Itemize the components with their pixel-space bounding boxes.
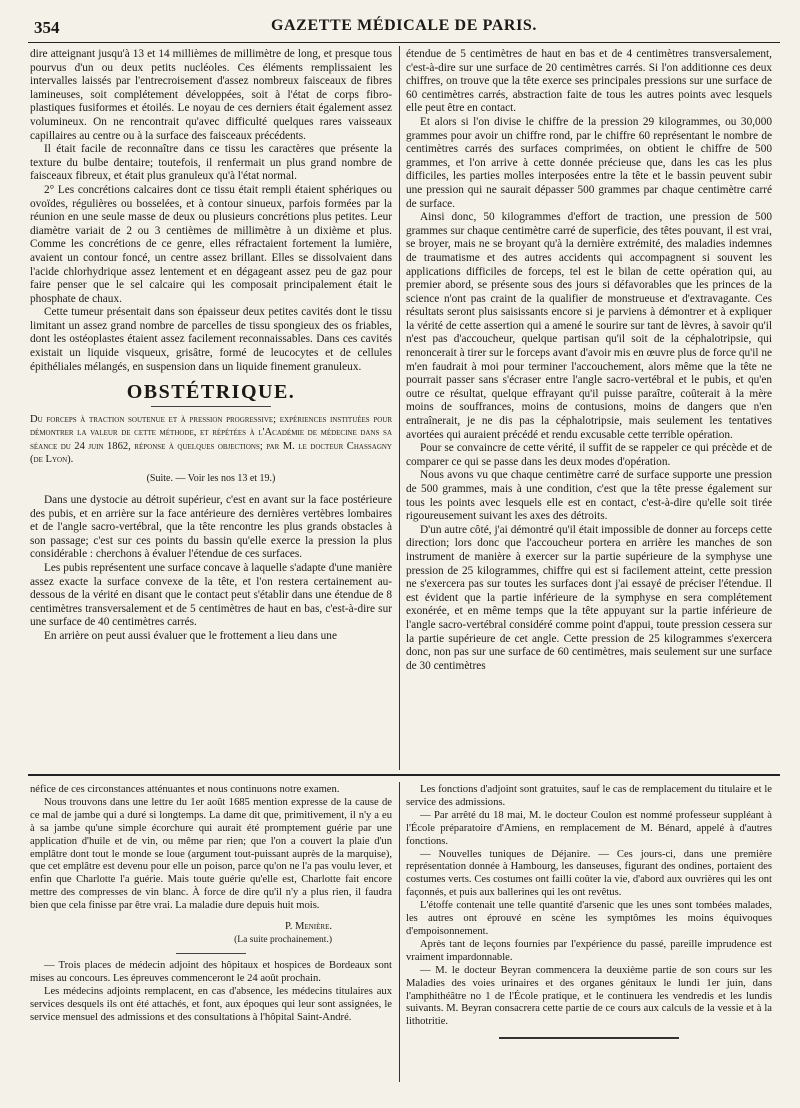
right-column-top <box>406 48 772 766</box>
paragraph: Ainsi donc, 50 kilogrammes d'effort de traction, une pression de 500 grammes sur chaque centimètre carré de superficie, des têtes pouvant, il est vrai, se broyer, mais ne se broyant qu'à la dernière extrémité, des maladies indemnes de traumatisme et des autres accidents qui accompagnent si souvent les applications difficiles de forceps, tel est le bilan de cette opération qui, au premier abord, se présente sous des jours si défavorables que les princes de la science n'ont pas craint de la qualifier de monstrueuse et d'extravagante. Ces résultats seront plus saisissants encore si je parviens à démontrer et à expliquer la vérité de cette assertion qui a amené le sourire sur tant de lèvres, à savoir qu'il n'est pas d'accoucheur, quelque partisan qu'il soit de la céphalotripsie, qui renoncerait à tirer sur le forceps avant d'avoir mis en œuvre plus de force qu'il ne m'en faudrait à moi pour terminer l'accouchement, alors même que la tête ne pourrait passer sans s'écraser entre l'angle sacro-vertébral et le pubis, et qu'en outre ce résultat, quelque effrayant qu'il puisse paraître, coûterait à la mère moins de souffrances, moins de contusions, moins de dangers que n'en entraînerait, je ne dis pas la céphalotripsie, mais seulement les tentatives avortées qui auraient précédé et rendu excusable cette terrible opération. <box>406 211 772 441</box>
paragraph: Et alors si l'on divise le chiffre de la pression 29 kilogrammes, ou 30,000 grammes pour avoir un chiffre rond, par le chiffre 60 représentant le nombre de centimètres carrés des surfaces comprimées, on obtient le chiffre de 500 grammes, et l'on arrive à cette donnée précieuse que, dans les cas les plus difficiles, les parties molles interposées entre la tête et le bassin peuvent subir une pression qui ne saurait dépasser 500 grammes par chaque centimètre carré de surface. <box>406 115 772 210</box>
section-title: OBSTÉTRIQUE. <box>126 381 296 404</box>
author-signature: P. Menière. <box>285 921 332 933</box>
paragraph: — Nouvelles tuniques de Déjanire. — Ces jours-ci, dans une première représentation donnée à Hambourg, les danseuses, figurant des ondines, portaient des costumes verts. Ces costumes ont failli coûter la vie, d'abord aux ouvrières qui les ont façonnés, et puis aux ballerines qui les ont revêtus. <box>406 848 772 899</box>
paragraph: En arrière on peut aussi évaluer que le frottement a lieu dans une <box>44 630 337 642</box>
paragraph: — M. le docteur Beyran commencera la deuxième partie de son cours sur les Maladies des voies urinaires et des organes génitaux le lundi 1er juin, dans l'amphithéâtre no 1 de l'École pratique, et le continuera les vendredis et les lundis suivants. M. Beyran consacrera cette partie de ce cours aux calculs de la vessie et à la lithotritie. <box>406 964 772 1028</box>
paragraph: néfice de ces circonstances atténuantes et nous continuons notre examen. <box>30 784 340 795</box>
paragraph: étendue de 5 centimètres de haut en bas et de 4 centimètres transversalement, c'est-à-dire sur une surface de 20 centimètres carrés. Si l'on additionne ces deux chiffres, on trouve que la tête exerce ses principales pressions sur une surface de 60 centimètres carrés, abstraction faite de tous les autres points avec lesquels elle peut être en contact. <box>406 48 772 115</box>
paragraph: — Trois places de médecin adjoint des hôpitaux et hospices de Bordeaux sont mises au concours. Les épreuves commenceront le 24 août prochain. <box>30 959 392 984</box>
paragraph: Nous trouvons dans une lettre du 1er août 1685 mention expresse de la cause de ce mal de jambe qui a duré si longtemps. La dame dit que, primitivement, il n'y a eu à sa jambe qu'une simple écorchure qui aurait été promptement guérie par une application d'huile et de vin, ou même par rien; que l'on a couvert la plaie d'un emplâtre dont tout le monde se loue (argument tout-puissant auprès de la marquise), que cet emplâtre est devenu pour elle un poison, parce qu'on ne l'a pas voulu lever, et enfin que Charlotte l'a guérie. Mais toute guérie qu'elle est, Charlotte fait encore mettre des compresses de vin blanc. À force de dire qu'il n'y a plus rien, il faudra bien que cela finisse par être vrai. La maladie dure depuis huit mois. <box>30 796 392 912</box>
paragraph: Nous avons vu que chaque centimètre carré de surface supporte une pression de 500 grammes, mais à une condition, c'est que la tête presse également sur tous les points avec lesquels elle est en contact, c'est-à-dire qu'elle soit tirée rigoureusement suivant les axes des détroits. <box>406 469 772 523</box>
paragraph: — Par arrêté du 18 mai, M. le docteur Coulon est nommé professeur suppléant à l'École préparatoire d'Amiens, en remplacement de M. Bénard, appelé à d'autres fonctions. <box>406 809 772 847</box>
section-separator-rule <box>28 774 780 776</box>
column-divider-bottom <box>399 782 400 1082</box>
left-column-top <box>30 48 392 750</box>
paragraph: Il était facile de reconnaître dans ce tissu les caractères que présente la texture du bulbe dentaire; toutefois, il renfermait un plus grand nombre de faisceaux fibreux, et était plus granuleux qu'à l'état normal. <box>30 143 392 183</box>
paragraph: Les fonctions d'adjoint sont gratuites, sauf le cas de remplacement du titulaire et le service des admissions. <box>406 784 772 808</box>
running-title: GAZETTE MÉDICALE DE PARIS. <box>270 17 537 34</box>
paragraph: Cette tumeur présentait dans son épaisseur deux petites cavités dont le tissu limitant un assez grand nombre de parcelles de tissu spongieux des os friables, dont les ostéoplastes étaient assez facilement reconnaissables. Dans ces cavités existait un liquide visqueux, grisâtre, formé de leucocytes et de cellules épithéliales mélangés, en suspension dans un liquide finement granuleux. <box>30 306 392 373</box>
continuation-note: (Suite. — Voir les nos 13 et 19.) <box>146 473 276 485</box>
title-rule <box>151 406 271 407</box>
page-number: 354 <box>34 18 60 37</box>
article-heading: Du forceps à traction soutenue et à pression progressive; expériences instituées pour démontrer la valeur de cette méthode, et répétées à l'Académie de médecine dans sa séance du 24 juin 1862, réponse à quelques objections; par M. le docteur Chassagny (de Lyon). <box>30 413 392 466</box>
left-column-bottom <box>30 784 392 1084</box>
paragraph: dire atteignant jusqu'à 13 et 14 millièmes de millimètre de long, et presque tous pourvus d'un ou deux petits nucléoles. Ces éléments remplissaient les intervalles laissés par l'entrecroisement d'assez nombreux faisceaux de fibres lamineuses, soit complétement développées, soit à l'état de corps fibro-plastiques fusiformes et étoilés. Le noyau de ces derniers était également assez volumineux. On ne rencontrait qu'avec difficulté quelques rares vaisseaux capillaires au centre ou à la surface des faisceaux précédents. <box>30 48 392 142</box>
column-divider-top <box>399 46 400 770</box>
paragraph: Dans une dystocie au détroit supérieur, c'est en avant sur la face postérieure des pubis, et en arrière sur la face antérieure des dernières vertèbres lombaires et de l'angle sacro-vertébral, que la tête rencontre les plus grands obstacles à son passage; c'est sur ces points du bassin qu'elle exerce la pression la plus considérable : cherchons à évaluer l'étendue de ces surfaces. <box>30 494 392 561</box>
separator-rule <box>176 953 246 954</box>
paragraph: Les pubis représentent une surface concave à laquelle s'adapte d'une manière assez exacte la surface convexe de la tête, et l'on restera certainement au-dessous de la vérité en disant que le contact peut s'établir dans une étendue de 8 centimètres transversalement et de 5 centimètres de haut en bas, c'est-à-dire sur une surface de 40 centimètres carrés. <box>30 562 392 629</box>
paragraph: Les médecins adjoints remplacent, en cas d'absence, les médecins titulaires aux services desquels ils ont été attachés, et font, aux époques qui leur sont assignées, le service mensuel des admissions et des consultations à l'hôpital Saint-André. <box>30 985 392 1023</box>
right-column-bottom <box>406 784 772 1084</box>
page-header <box>28 14 780 43</box>
paragraph: D'un autre côté, j'ai démontré qu'il était impossible de donner au forceps cette direction; lors donc que l'accoucheur portera en arrière les manches de son instrument de manière à exercer sur la partie supérieure de la symphyse une pression de 25 kilogrammes, chiffre qui est si facilement atteint, cette pression ne s'exercera pas sur toutes les surfaces dont j'ai essayé de préciser l'étendue. Il est évident que la partie inférieure de la symphyse en sera complétement exonérée, et en même temps que la tête appuyant sur la partie inférieure de l'angle sacro-vertébral considéré comme point d'appui, toute pression cessera sur la partie supérieure de cet angle. Cette pression de 25 kilogrammes s'exercera donc, non pas sur une surface de 60 centimètres, mais seulement sur une surface de 30 centimètres <box>406 523 772 672</box>
continuation-note: (La suite prochainement.) <box>234 934 332 945</box>
paragraph: 2° Les concrétions calcaires dont ce tissu était rempli étaient sphériques ou ovoïdes, régulières ou bosselées, et à contour sinueux, parfois formées par la réunion en une seule masse de deux ou plusieurs concrétions plus petites. Leur diamètre variait de 2 ou 3 centièmes de millimètre à un dixième et plus. Comme les concrétions de ce genre, elles réfractaient fortement la lumière, avaient un contour foncé, un centre assez brillant. Elles se dissolvaient dans l'acide chlorhydrique assez lentement et en dégageant assez peu de gaz pour faire penser que le sel calcaire qui les composait principalement était le phosphate de chaux. <box>30 183 392 305</box>
paragraph: L'étoffe contenait une telle quantité d'arsenic que les unes sont tombées malades, les autres ont éprouvé en scène les symptômes les moins équivoques d'empoisonnement. <box>406 900 772 937</box>
paragraph: Pour se convaincre de cette vérité, il suffit de se rappeler ce qui précède et de comparer ce qui se passe dans les deux modes d'opération. <box>406 442 772 468</box>
paragraph: Après tant de leçons fournies par l'expérience du passé, pareille imprudence est vraiment impardonnable. <box>406 938 772 963</box>
end-rule <box>499 1037 679 1039</box>
signature-block <box>30 921 392 947</box>
